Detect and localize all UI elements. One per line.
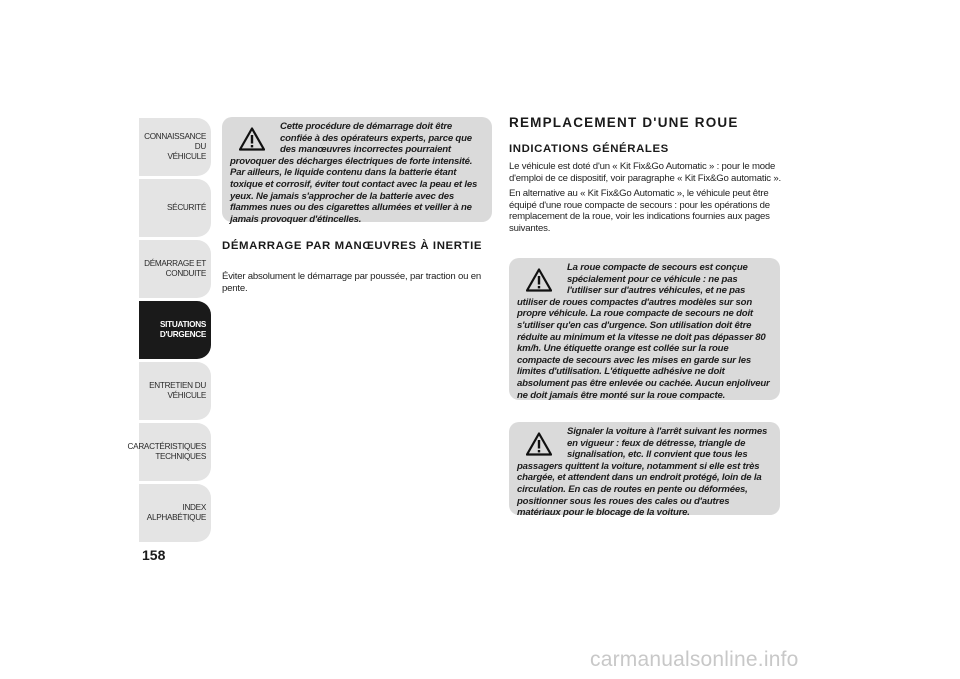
paragraph: En alternative au « Kit Fix&Go Automatic », le véhicule peut être équipé d'une roue compacte de secours : pour les opérations de remplacement de la roue, voir les indications fournies aux pages suivantes. [509,188,770,234]
warning-box-stopped-car [509,422,780,519]
tab-demarrage-et-conduite[interactable]: DÉMARRAGE ET CONDUITE [139,240,211,298]
section-title-demarrage-inertie: DÉMARRAGE PAR MANŒUVRES À INERTIE [222,240,483,252]
warning-text: Cette procédure de démarrage doit être confiée à des opérateurs experts, parce que des manœuvres incorrectes pourraient provoquer des décharges électriques de forte intensité. Par ailleurs, le liquide contenu dans la batterie étant toxique et corrosif, éviter tout contact avec la peau et les yeux. Ne jamais s'approcher de la batterie avec des flammes nues ou des cigarettes allumées et veiller à ne jamais provoquer d'étincelles. [230,121,478,225]
tab-situations-d-urgence[interactable]: SITUATIONS D'URGENCE [139,301,211,359]
tab-entretien-du-vehicule[interactable]: ENTRETIEN DU VÉHICULE [139,362,211,420]
watermark: carmanualsonline.info [590,648,799,671]
subtitle-indications-generales: INDICATIONS GÉNÉRALES [509,143,669,155]
warning-text: Signaler la voiture à l'arrêt suivant les normes en vigueur : feux de détresse, triangle de signalisation, etc. Il convient que tous les passagers quittent la voiture, notamment si elle est très chargée, et attendent dans un endroit protégé, loin de la circulation. En cas de routes en pente ou déformées, positionner sous les roues des cales ou d'autres matériaux pour le blocage de la voiture. [517,426,768,519]
warning-text: La roue compacte de secours est conçue spécialement pour ce véhicule : ne pas l'utiliser sur d'autres véhicules, et ne pas utiliser de roues compactes d'autres modèles sur son propre véhicule. La roue compacte de secours ne doit s'utiliser qu'en cas d'urgence. Son utilisation doit être réduite au minimum et la vitesse ne doit pas dépasser 80 km/h. Une étiquette orange est collée sur la roue compacte de secours avec les mises en garde sur les limites d'utilisation. L'étiquette adhésive ne doit absolument pas être enlevée ou cachée. Aucun enjoliveur ne doit jamais être monté sur la roue compacte. [517,262,770,401]
page-title: REMPLACEMENT D'UNE ROUE [509,115,739,130]
intro-text [509,161,781,239]
section-body-demarrage-inertie: Éviter absolument le démarrage par poussée, par traction ou en pente. [222,271,482,294]
warning-box-battery [222,117,492,225]
warning-box-compact-wheel [509,258,780,400]
warning-triangle-icon [519,432,559,458]
page-number: 158 [142,547,166,563]
warning-triangle-icon [519,268,559,294]
warning-triangle-icon [232,127,272,153]
tab-index-alphabetique[interactable]: INDEX ALPHABÉTIQUE [139,484,211,542]
tab-connaissance-du-vehicule[interactable]: CONNAISSANCE DU VÉHICULE [139,118,211,176]
paragraph: Le véhicule est doté d'un « Kit Fix&Go Automatic » : pour le mode d'emploi de ce dispositif, voir paragraphe « Kit Fix&Go automatic ». [509,161,781,184]
tab-caracteristiques-techniques[interactable]: CARACTÉRISTIQUES TECHNIQUES [139,423,211,481]
tab-securite[interactable]: SÉCURITÉ [139,179,211,237]
